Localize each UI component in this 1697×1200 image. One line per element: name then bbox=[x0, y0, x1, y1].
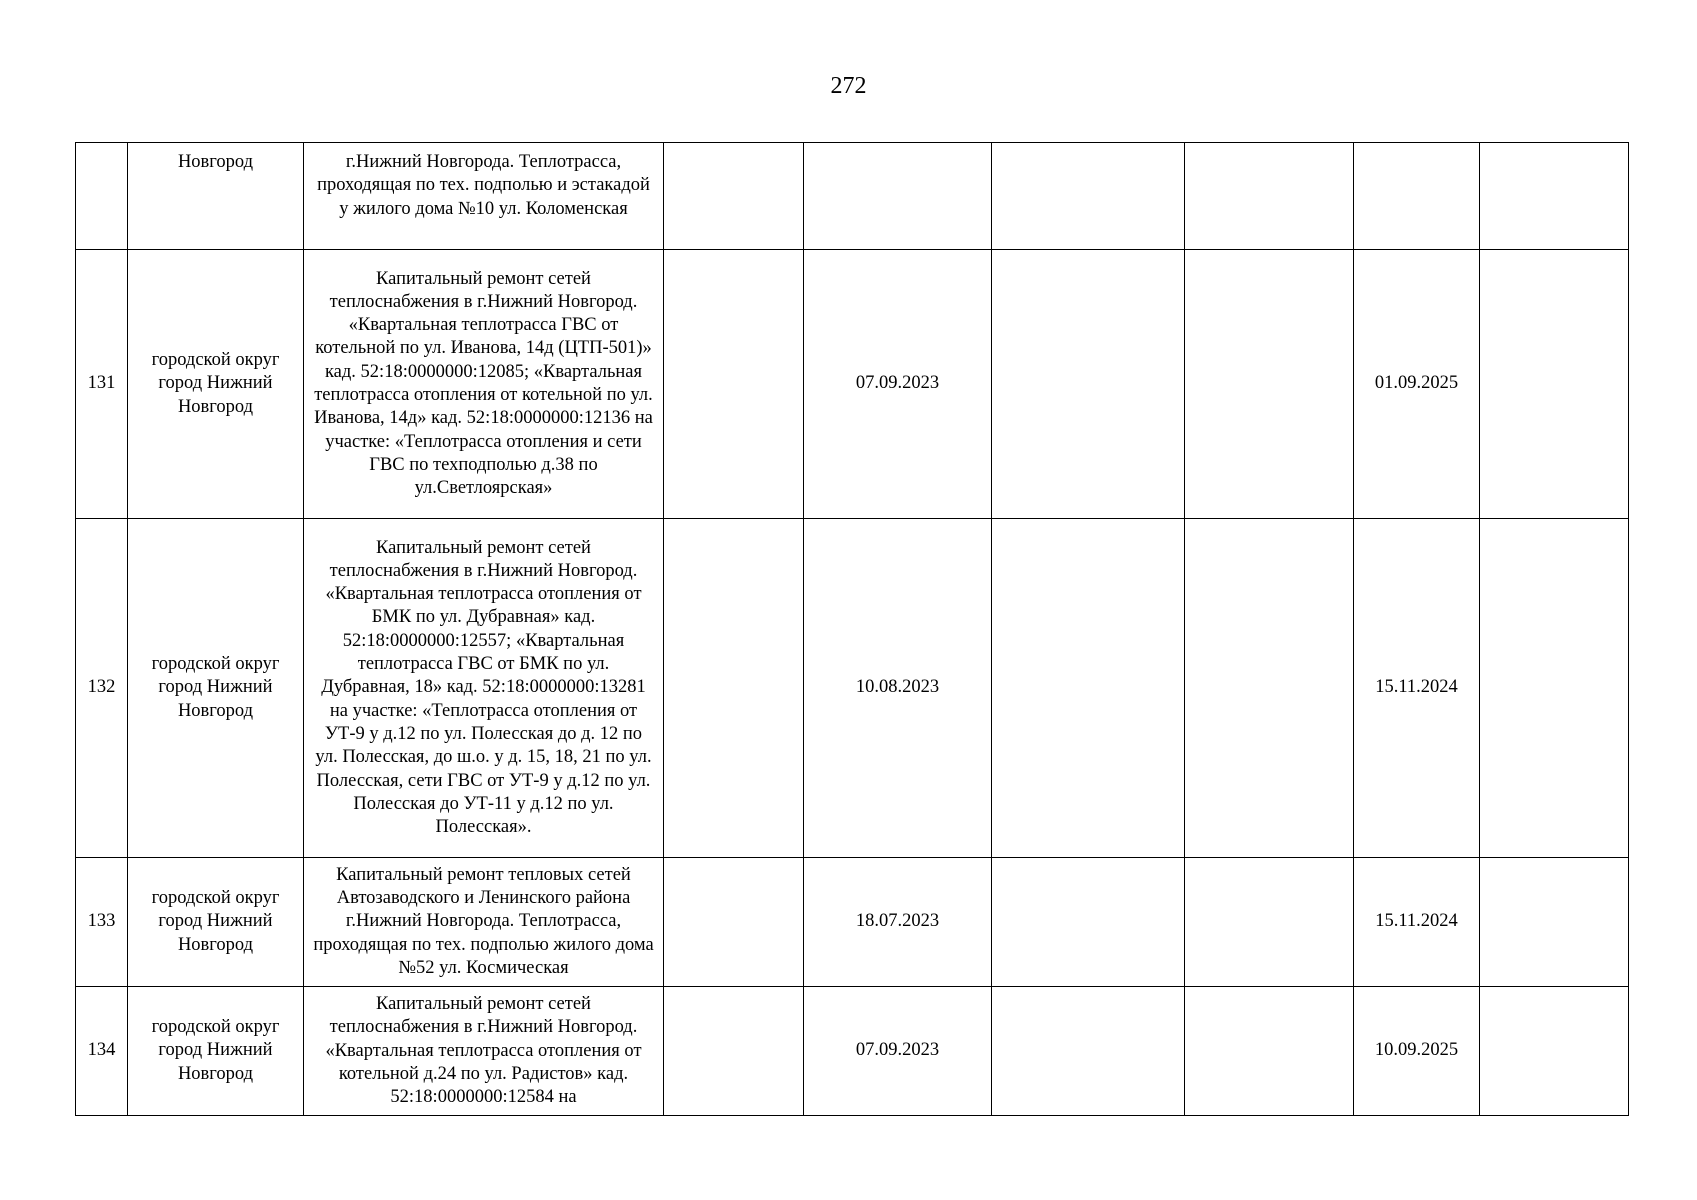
empty-cell bbox=[1185, 143, 1354, 250]
municipality-cell: городской округ город Нижний Новгород bbox=[128, 250, 304, 519]
end-date-cell: 10.09.2025 bbox=[1354, 987, 1480, 1116]
empty-cell bbox=[992, 143, 1185, 250]
table-row bbox=[76, 858, 1629, 987]
table-row bbox=[76, 143, 1629, 250]
empty-cell bbox=[1480, 519, 1629, 858]
empty-cell bbox=[664, 143, 804, 250]
empty-cell bbox=[992, 519, 1185, 858]
start-date-cell: 10.08.2023 bbox=[804, 519, 992, 858]
empty-cell bbox=[992, 250, 1185, 519]
end-date-cell: 15.11.2024 bbox=[1354, 858, 1480, 987]
empty-cell bbox=[1480, 858, 1629, 987]
empty-cell bbox=[1480, 250, 1629, 519]
empty-cell bbox=[992, 858, 1185, 987]
row-number-cell: 132 bbox=[76, 519, 128, 858]
description-cell: Капитальный ремонт сетей теплоснабжения в г.Нижний Новгород. «Квартальная теплотрасса ГВС от котельной по ул. Иванова, 14д (ЦТП-501)» кад. 52:18:0000000:12085; «Квартальная теплотрасса отопления от котельной по ул. Иванова, 14д» кад. 52:18:0000000:12136 на участке: «Теплотрасса отопления и сети ГВС по техподполью д.38 по ул.Светлоярская» bbox=[304, 250, 664, 519]
row-number-cell: 133 bbox=[76, 858, 128, 987]
empty-cell bbox=[664, 858, 804, 987]
table-row bbox=[76, 250, 1629, 519]
municipality-cell: городской округ город Нижний Новгород bbox=[128, 519, 304, 858]
empty-cell bbox=[664, 519, 804, 858]
row-number-cell: 131 bbox=[76, 250, 128, 519]
description-cell: г.Нижний Новгорода. Теплотрасса, проходящая по тех. подполью и эстакадой у жилого дома №10 ул. Коломенская bbox=[304, 143, 664, 250]
empty-cell bbox=[1480, 987, 1629, 1116]
end-date-cell: 15.11.2024 bbox=[1354, 519, 1480, 858]
row-number-cell: 134 bbox=[76, 987, 128, 1116]
page-number: 272 bbox=[830, 73, 867, 99]
empty-cell bbox=[664, 987, 804, 1116]
end-date-cell: 01.09.2025 bbox=[1354, 250, 1480, 519]
empty-cell bbox=[1480, 143, 1629, 250]
row-number-cell bbox=[76, 143, 128, 250]
empty-cell bbox=[1185, 519, 1354, 858]
empty-cell bbox=[1185, 987, 1354, 1116]
description-cell: Капитальный ремонт тепловых сетей Автозаводского и Ленинского района г.Нижний Новгорода. Теплотрасса, проходящая по тех. подполью жилого дома №52 ул. Космическая bbox=[304, 858, 664, 987]
empty-cell bbox=[1185, 858, 1354, 987]
empty-cell bbox=[664, 250, 804, 519]
start-date-cell: 07.09.2023 bbox=[804, 987, 992, 1116]
table-row bbox=[76, 519, 1629, 858]
municipality-cell: городской округ город Нижний Новгород bbox=[128, 987, 304, 1116]
empty-cell bbox=[992, 987, 1185, 1116]
description-cell: Капитальный ремонт сетей теплоснабжения в г.Нижний Новгород. «Квартальная теплотрасса отопления от БМК по ул. Дубравная» кад. 52:18:0000000:12557; «Квартальная теплотрасса ГВС от БМК по ул. Дубравная, 18» кад. 52:18:0000000:13281 на участке: «Теплотрасса отопления от УТ-9 у д.12 по ул. Полесская до д. 12 по ул. Полесская, до ш.о. у д. 15, 18, 21 по ул. Полесская, сети ГВС от УТ-9 у д.12 по ул. Полесская до УТ-11 у д.12 по ул. Полесская». bbox=[304, 519, 664, 858]
end-date-cell bbox=[1354, 143, 1480, 250]
start-date-cell bbox=[804, 143, 992, 250]
data-table bbox=[75, 142, 1629, 1116]
start-date-cell: 18.07.2023 bbox=[804, 858, 992, 987]
municipality-cell: Новгород bbox=[128, 143, 304, 250]
empty-cell bbox=[1185, 250, 1354, 519]
start-date-cell: 07.09.2023 bbox=[804, 250, 992, 519]
table-row bbox=[76, 987, 1629, 1116]
municipality-cell: городской округ город Нижний Новгород bbox=[128, 858, 304, 987]
description-cell: Капитальный ремонт сетей теплоснабжения в г.Нижний Новгород. «Квартальная теплотрасса отопления от котельной д.24 по ул. Радистов» кад. 52:18:0000000:12584 на bbox=[304, 987, 664, 1116]
